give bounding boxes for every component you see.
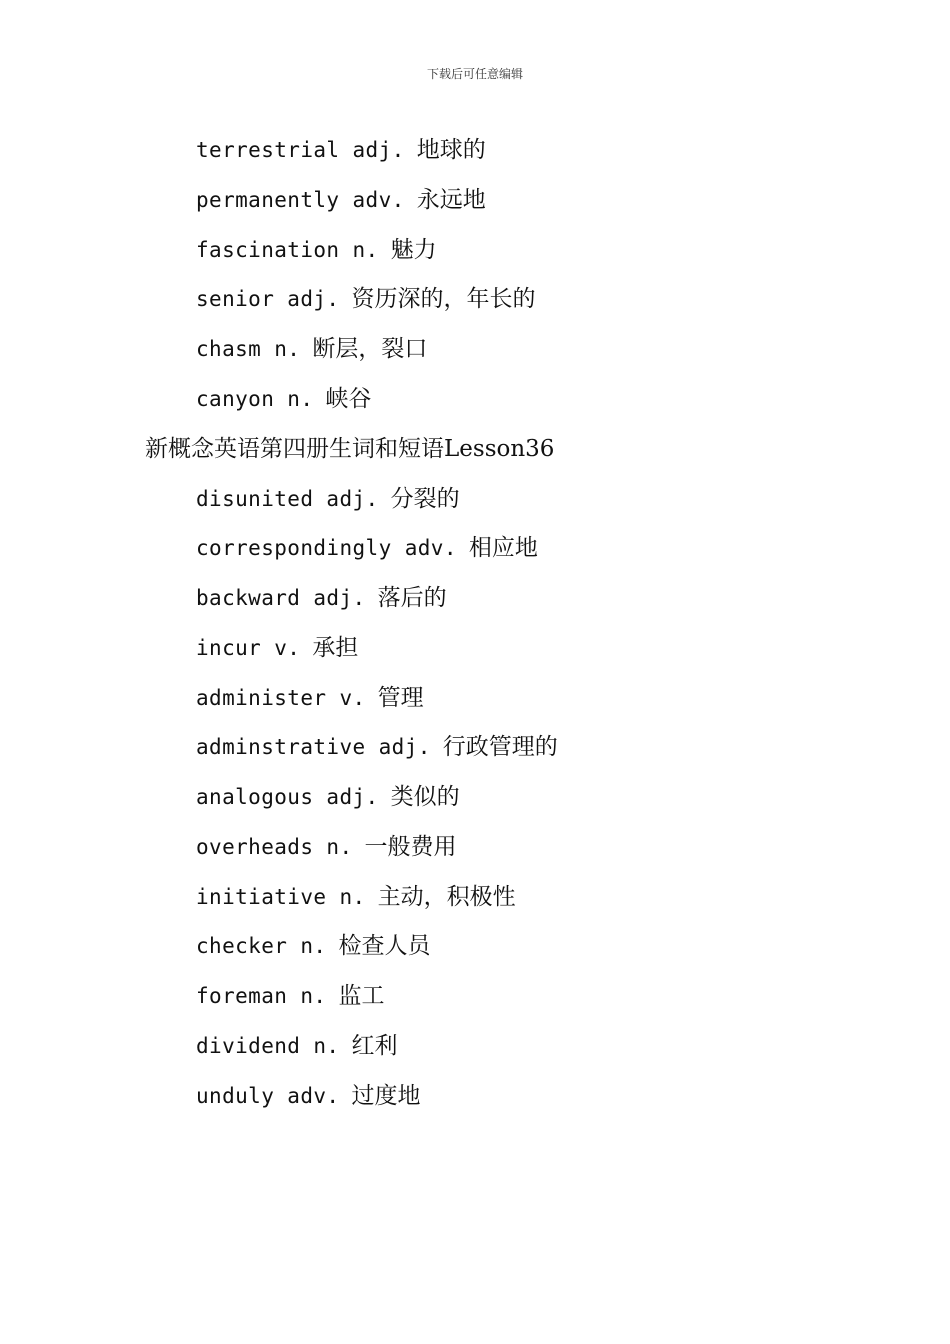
vocab-meaning: 主动，积极性 — [377, 884, 516, 910]
vocab-entry — [196, 583, 447, 613]
vocab-entry — [196, 284, 535, 314]
vocab-meaning: 类似的 — [390, 784, 460, 810]
vocab-entry — [196, 235, 437, 265]
vocab-word: adminstrative adj. — [196, 735, 431, 759]
header-note: 下载后可任意编辑 — [426, 67, 523, 81]
vocab-meaning: 行政管理的 — [442, 734, 558, 760]
vocab-word: unduly adv. — [196, 1084, 340, 1108]
vocab-meaning: 峡谷 — [325, 386, 372, 412]
vocab-meaning: 红利 — [351, 1033, 398, 1059]
vocab-meaning: 永远地 — [416, 187, 486, 213]
vocab-meaning: 相应地 — [468, 535, 538, 561]
vocab-entry — [196, 683, 424, 713]
vocab-word: chasm n. — [196, 337, 301, 361]
vocab-meaning: 过度地 — [351, 1083, 421, 1109]
vocab-meaning: 检查人员 — [338, 933, 431, 959]
vocab-word: foreman n. — [196, 984, 327, 1008]
vocab-word: incur v. — [196, 636, 301, 660]
vocab-word: fascination n. — [196, 238, 379, 262]
vocab-meaning: 魅力 — [390, 237, 437, 263]
vocab-word: checker n. — [196, 934, 327, 958]
vocab-meaning: 分裂的 — [390, 486, 460, 512]
vocab-meaning: 一般费用 — [364, 834, 457, 860]
vocab-word: permanently adv. — [196, 188, 405, 212]
vocab-meaning: 断层，裂口 — [312, 336, 428, 362]
vocab-entry — [196, 1081, 420, 1111]
vocab-word: initiative n. — [196, 885, 366, 909]
vocab-entry — [196, 732, 558, 762]
vocab-meaning: 资历深的，年长的 — [351, 286, 536, 312]
vocab-entry — [196, 1031, 397, 1061]
vocab-entry — [196, 832, 457, 862]
vocab-meaning: 监工 — [338, 983, 385, 1009]
vocab-word: dividend n. — [196, 1034, 340, 1058]
vocab-entry — [196, 931, 430, 961]
vocab-word: canyon n. — [196, 387, 314, 411]
vocab-word: analogous adj. — [196, 785, 379, 809]
vocab-entry — [196, 981, 384, 1011]
vocab-word: backward adj. — [196, 586, 366, 610]
vocab-meaning: 落后的 — [377, 585, 447, 611]
vocab-word: overheads n. — [196, 835, 353, 859]
vocab-entry — [196, 135, 486, 165]
vocab-word: correspondingly adv. — [196, 536, 457, 560]
vocab-meaning: 管理 — [377, 685, 424, 711]
vocab-word: disunited adj. — [196, 487, 379, 511]
vocab-entry — [196, 185, 486, 215]
vocab-word: administer v. — [196, 686, 366, 710]
vocab-word: terrestrial adj. — [196, 138, 405, 162]
section-heading: 新概念英语第四册生词和短语Lesson36 — [145, 436, 555, 462]
vocab-entry — [196, 533, 538, 563]
vocab-entry — [196, 882, 516, 912]
vocab-entry — [196, 334, 427, 364]
vocab-entry — [196, 384, 371, 414]
vocab-meaning: 地球的 — [416, 137, 486, 163]
vocab-meaning: 承担 — [312, 635, 359, 661]
vocab-entry — [196, 782, 460, 812]
vocab-word: senior adj. — [196, 287, 340, 311]
vocab-entry — [196, 484, 460, 514]
vocab-entry — [196, 633, 358, 663]
